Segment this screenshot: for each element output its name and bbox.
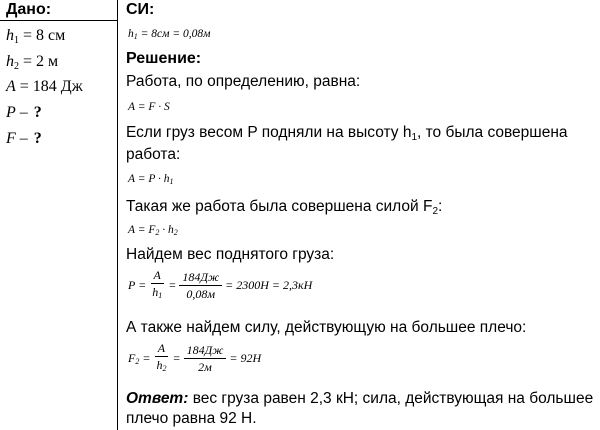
answer-text-cont: плечо равна 92 Н. [126,410,257,427]
answer-block [126,389,593,429]
fraction-values-force: $\frac{184Дж}{2м}$ [184,343,227,374]
answer-text: вес груза равен 2,3 кН; сила, действующая на большее [188,390,594,407]
given-h2: $h_2 = 2$ м [6,53,59,72]
given-find-f: F – ? [6,130,42,147]
equation-work-force: $A = F_2 \cdot h_2$ [128,224,178,237]
solution-line-5: А также найдем силу, действующую на большее плечо: [126,319,527,336]
given-header-underline [0,20,117,21]
solution-heading: Решение: [126,50,202,67]
equation-weight-calc: P = $\frac{A}{h_1}$ = $\frac{184Дж}{0,08м}$ = 2300Н = 2,3кН [128,268,313,301]
equation-work-definition: A = F · S [128,101,170,113]
solution-line-4: Найдем вес поднятого груза: [126,246,335,263]
si-conversion: $h_1 = 8см = 0,08м$ [128,28,211,41]
answer-label: Ответ: [126,390,189,407]
solution-line-2: Если груз весом P подняли на высоту $h_1$, то была совершена [126,124,568,143]
given-heading: Дано: [6,1,52,18]
fraction-a-over-h2: $\frac{A}{h_2}$ [156,341,167,373]
si-heading: СИ: [126,1,155,18]
fraction-a-over-h1: $\frac{A}{h_1}$ [152,268,163,300]
equation-force-calc: $F_2$ = $\frac{A}{h_2}$ = $\frac{184Дж}{2м}$ = 92Н [128,341,262,374]
fraction-values-weight: $\frac{184Дж}{0,08м}$ [179,270,222,301]
solution-line-2-cont: работа: [126,146,181,163]
solution-line-3: Такая же работа была совершена силой $F_2$: [126,198,443,217]
given-find-p: P – ? [6,104,42,121]
given-h1: $h_1 = 8$ см [6,27,66,46]
solution-line-1: Работа, по определению, равна: [126,73,361,90]
equation-work-weight: $A = P \cdot h_1$ [128,173,174,186]
given-work: A = 184 Дж [6,78,83,95]
column-divider [117,0,118,430]
